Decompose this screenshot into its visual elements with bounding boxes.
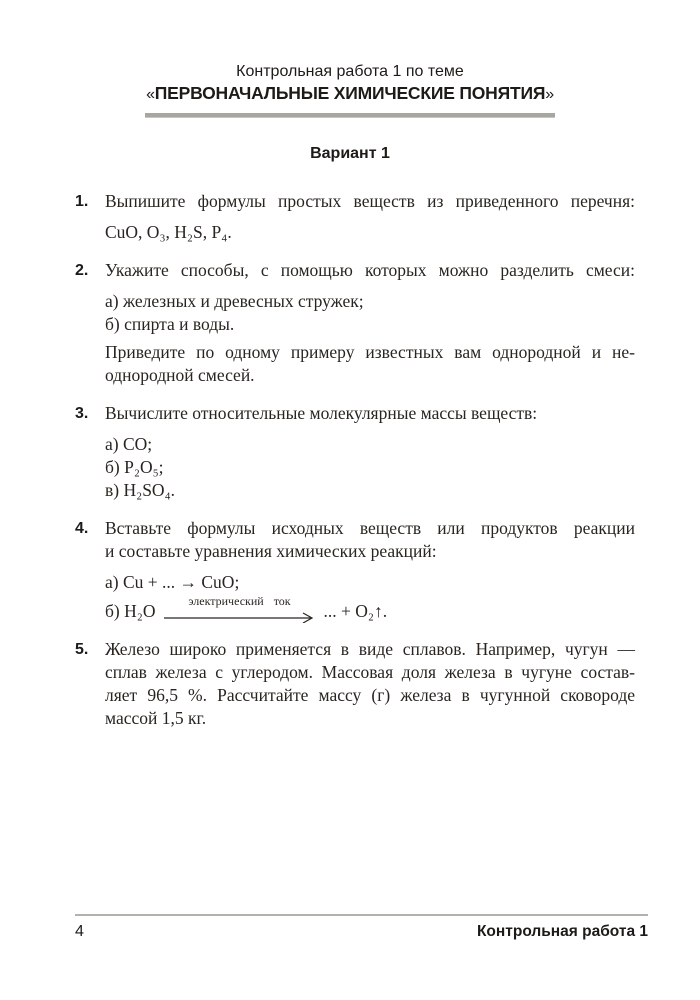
question-3-item-a: а) CO; — [105, 434, 153, 454]
work-title-line1: Контрольная работа 1 по теме — [236, 63, 464, 80]
page-footer — [75, 914, 648, 941]
question-3 — [0, 402, 700, 502]
question-5-number: 5. — [75, 641, 89, 658]
title-rule — [145, 113, 555, 118]
question-2-note-line2: однородной смесей. — [105, 365, 255, 385]
right-arrow-icon — [164, 609, 314, 623]
question-5-line1: Железо широко применяется в виде сплавов. Например, чугун — — [105, 639, 635, 659]
question-3-item-c: в) H₂SO₄. — [105, 480, 176, 500]
reaction-condition-label: электрический ток — [188, 594, 291, 608]
question-5 — [0, 638, 700, 730]
question-4-number: 4. — [75, 520, 89, 537]
question-2-note-line1: Приведите по одному примеру известных вам однородной и не- — [105, 342, 635, 362]
work-title-line2 — [0, 83, 700, 105]
question-2-text: Укажите способы, с помощью которых можно разделить смеси: — [105, 260, 635, 280]
page-number: 4 — [75, 923, 84, 940]
question-2-item-a: а) железных и древесных стружек; — [105, 291, 364, 311]
page-header — [0, 0, 700, 118]
question-5-body — [105, 638, 635, 730]
question-1-formula-list: CuO, O₃, H₂S, P₄. — [105, 222, 232, 242]
questions-list — [0, 190, 700, 730]
work-title-text: ПЕРВОНАЧАЛЬНЫЕ ХИМИЧЕСКИЕ ПОНЯТИЯ — [154, 83, 546, 103]
reaction-rhs: ... + O₂↑. — [323, 601, 388, 621]
question-4-item-a: а) Cu + ... → CuO; — [105, 572, 240, 592]
question-3-body — [105, 402, 635, 502]
question-2-item-b: б) спирта и воды. — [105, 314, 235, 334]
question-2 — [0, 259, 700, 387]
question-4 — [0, 517, 700, 623]
reaction-arrow — [164, 595, 314, 623]
question-2-number: 2. — [75, 262, 89, 279]
quote-close: » — [545, 86, 554, 103]
question-1-body — [105, 190, 635, 244]
variant-title: Вариант 1 — [310, 145, 390, 162]
reaction-lhs: б) H₂O — [105, 601, 156, 621]
question-3-number: 3. — [75, 405, 89, 422]
question-2-body — [105, 259, 635, 387]
question-3-item-b: б) P₂O₅; — [105, 457, 164, 477]
question-5-line3: ляет 96,5 %. Рассчитайте массу (г) железа в чугунной сковороде — [105, 685, 635, 705]
question-4-item-b-reaction — [105, 595, 635, 623]
question-5-line4: массой 1,5 кг. — [105, 708, 207, 728]
question-4-text-line1: Вставьте формулы исходных веществ или продуктов реакции — [105, 518, 635, 538]
question-1-text: Выпишите формулы простых веществ из приведенного перечня: — [105, 191, 635, 211]
question-2-note — [105, 341, 635, 387]
question-5-line2: сплав железа с углеродом. Массовая доля железа в чугуне состав- — [105, 662, 635, 682]
footer-section-title: Контрольная работа 1 — [476, 923, 648, 940]
question-1 — [0, 190, 700, 244]
question-4-text-line2: и составьте уравнения химических реакций: — [105, 541, 437, 561]
quote-open: « — [146, 86, 155, 103]
question-3-text: Вычислите относительные молекулярные массы веществ: — [105, 403, 538, 423]
question-4-body — [105, 517, 635, 623]
question-1-number: 1. — [75, 193, 89, 210]
